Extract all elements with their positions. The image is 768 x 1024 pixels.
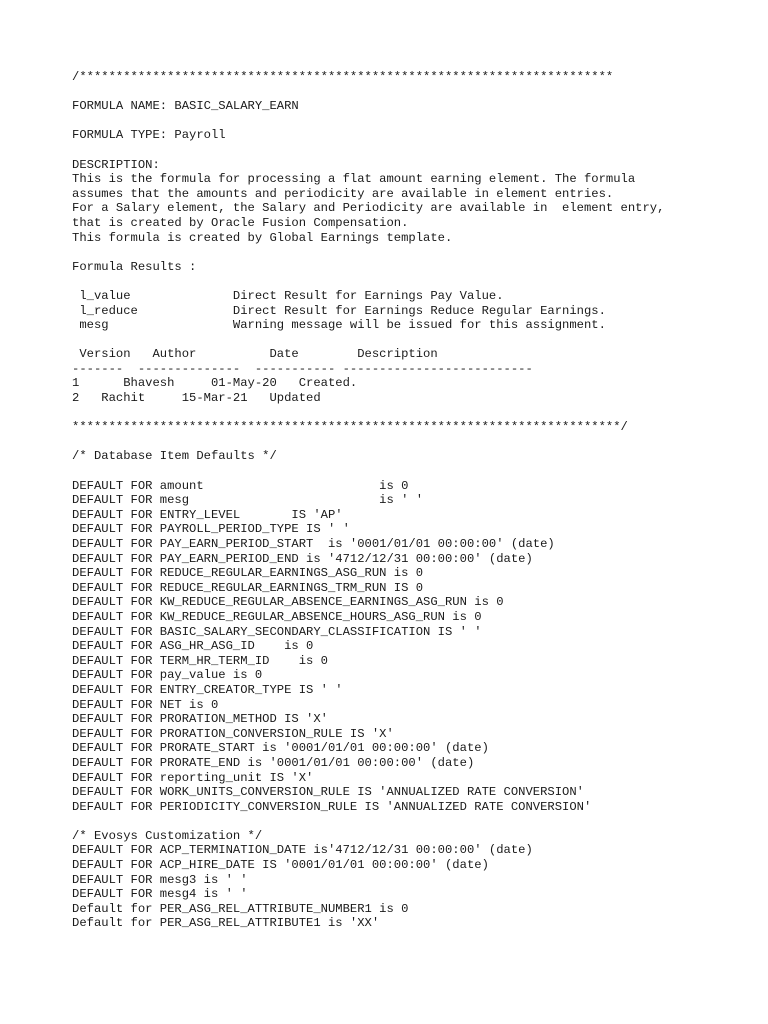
code-line: ***************************************************************************/ — [72, 420, 628, 435]
code-line: DEFAULT FOR ACP_TERMINATION_DATE is'4712/12/31 00:00:00' (date) — [72, 843, 533, 858]
code-line: DEFAULT FOR REDUCE_REGULAR_EARNINGS_TRM_RUN IS 0 — [72, 580, 424, 595]
code-line: DEFAULT FOR KW_REDUCE_REGULAR_ABSENCE_HOURS_ASG_RUN is 0 — [72, 609, 482, 624]
code-line: DEFAULT FOR KW_REDUCE_REGULAR_ABSENCE_EARNINGS_ASG_RUN is 0 — [72, 595, 504, 610]
code-line: l_reduce Direct Result for Earnings Reduce Regular Earnings. — [72, 303, 606, 318]
code-line: /* Evosys Customization */ — [72, 828, 263, 843]
code-line — [72, 464, 664, 479]
code-line — [72, 114, 664, 129]
code-line: Formula Results : — [72, 259, 197, 274]
code-line: DEFAULT FOR WORK_UNITS_CONVERSION_RULE IS 'ANNUALIZED RATE CONVERSION' — [72, 785, 584, 800]
code-line: DEFAULT FOR PAY_EARN_PERIOD_END is '4712/12/31 00:00:00' (date) — [72, 551, 533, 566]
code-line: Default for PER_ASG_REL_ATTRIBUTE1 is 'XX' — [72, 916, 380, 931]
code-line: FORMULA NAME: BASIC_SALARY_EARN — [72, 99, 299, 114]
code-line: DEFAULT FOR PAYROLL_PERIOD_TYPE IS ' ' — [72, 522, 350, 537]
code-line: that is created by Oracle Fusion Compensation. — [72, 215, 409, 230]
code-line: DEFAULT FOR amount is 0 — [72, 478, 409, 493]
code-line: This formula is created by Global Earnings template. — [72, 230, 453, 245]
code-line: ------- -------------- ----------- -------------------------- — [72, 361, 533, 376]
code-line: assumes that the amounts and periodicity are available in element entries. — [72, 186, 614, 201]
code-line: DEFAULT FOR BASIC_SALARY_SECONDARY_CLASSIFICATION IS ' ' — [72, 624, 482, 639]
code-line: /* Database Item Defaults */ — [72, 449, 277, 464]
code-line: DEFAULT FOR ENTRY_CREATOR_TYPE IS ' ' — [72, 682, 343, 697]
code-line: 2 Rachit 15-Mar-21 Updated — [72, 391, 321, 406]
code-line — [72, 406, 664, 421]
code-line: l_value Direct Result for Earnings Pay Value. — [72, 288, 504, 303]
code-line: DEFAULT FOR PRORATION_METHOD IS 'X' — [72, 712, 328, 727]
code-line: DEFAULT FOR TERM_HR_TERM_ID is 0 — [72, 653, 328, 668]
code-line: 1 Bhavesh 01-May-20 Created. — [72, 376, 358, 391]
code-line — [72, 435, 664, 450]
code-line: DEFAULT FOR PRORATE_END is '0001/01/01 00:00:00' (date) — [72, 755, 475, 770]
code-line: DESCRIPTION: — [72, 157, 160, 172]
code-line: DEFAULT FOR PRORATE_START is '0001/01/01 00:00:00' (date) — [72, 741, 489, 756]
code-line: DEFAULT FOR reporting_unit IS 'X' — [72, 770, 314, 785]
code-line — [72, 274, 664, 289]
code-line — [72, 143, 664, 158]
code-line: DEFAULT FOR PRORATION_CONVERSION_RULE IS 'X' — [72, 726, 394, 741]
code-line: DEFAULT FOR REDUCE_REGULAR_EARNINGS_ASG_RUN is 0 — [72, 566, 424, 581]
code-line: FORMULA TYPE: Payroll — [72, 128, 226, 143]
code-line: This is the formula for processing a flat amount earning element. The formula — [72, 172, 636, 187]
code-line: mesg Warning message will be issued for this assignment. — [72, 318, 606, 333]
code-line: DEFAULT FOR pay_value is 0 — [72, 668, 263, 683]
code-line: DEFAULT FOR ENTRY_LEVEL IS 'AP' — [72, 507, 343, 522]
code-line: DEFAULT FOR PERIODICITY_CONVERSION_RULE IS 'ANNUALIZED RATE CONVERSION' — [72, 799, 592, 814]
formula-code-block — [72, 70, 664, 931]
code-line: Default for PER_ASG_REL_ATTRIBUTE_NUMBER1 is 0 — [72, 901, 409, 916]
code-line: DEFAULT FOR mesg4 is ' ' — [72, 887, 248, 902]
code-line — [72, 814, 664, 829]
code-line: Version Author Date Description — [72, 347, 438, 362]
code-line: For a Salary element, the Salary and Periodicity are available in element entry, — [72, 201, 665, 216]
code-line: DEFAULT FOR mesg3 is ' ' — [72, 872, 248, 887]
code-line: DEFAULT FOR NET is 0 — [72, 697, 219, 712]
code-line: DEFAULT FOR ACP_HIRE_DATE IS '0001/01/01 00:00:00' (date) — [72, 858, 489, 873]
code-line: DEFAULT FOR PAY_EARN_PERIOD_START is '0001/01/01 00:00:00' (date) — [72, 537, 555, 551]
code-line — [72, 85, 664, 100]
code-line: DEFAULT FOR mesg is ' ' — [72, 493, 424, 508]
code-line — [72, 245, 664, 260]
code-line: DEFAULT FOR ASG_HR_ASG_ID is 0 — [72, 639, 314, 654]
code-line: /************************************************************************* — [72, 70, 614, 84]
code-line — [72, 333, 664, 348]
